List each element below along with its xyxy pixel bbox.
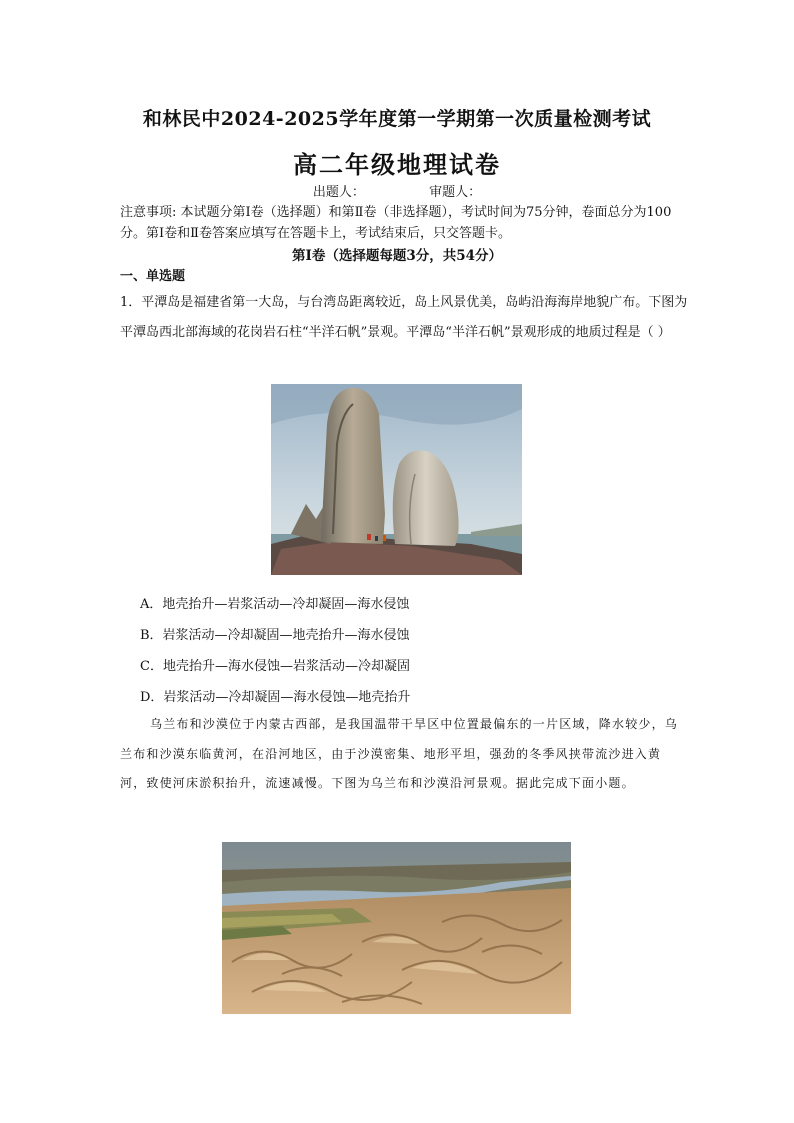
granite-pillars-image xyxy=(271,384,522,575)
part-title: 一、单选题 xyxy=(120,269,186,284)
granite-pillars-photo xyxy=(271,384,522,575)
option-c: C．地壳抬升—海水侵蚀—岩浆活动—冷却凝固 xyxy=(140,659,410,674)
exam-subtitle: 高二年级地理试卷 xyxy=(293,150,501,179)
exam-title: 和林民中2024-2025学年度第一学期第一次质量检测考试 xyxy=(142,108,652,130)
passage-text: 乌兰布和沙漠位于内蒙古西部，是我国温带干旱区中位置最偏东的一片区域，降水较少，乌兰布和沙漠东临黄河，在沿河地区，由于沙漠密集、地形平坦，强劲的冬季风挟带流沙进入黄河，致使河床淤积抬升，流速减慢。下图为乌兰布和沙漠沿河景观。据此完成下面小题。 xyxy=(120,717,679,790)
question-1-text: 1．平潭岛是福建省第一大岛，与台湾岛距离较近，岛上风景优美，岛屿沿海海岸地貌广布。下图为平潭岛西北部海域的花岗岩石柱“半洋石帆”景观。平潭岛“半洋石帆”景观形成的地质过程是（ ） xyxy=(120,295,688,340)
option-b: B．岩浆活动—冷却凝固—地壳抬升—海水侵蚀 xyxy=(140,628,410,643)
section-title: 第Ⅰ卷（选择题每题3分，共54分） xyxy=(292,248,502,264)
option-a: A．地壳抬升—岩浆活动—冷却凝固—海水侵蚀 xyxy=(140,597,410,612)
reviewer-label: 审题人： xyxy=(429,185,482,200)
reading-passage xyxy=(120,710,682,799)
desert-river-photo xyxy=(222,842,571,1014)
authors-line xyxy=(0,181,794,200)
desert-river-image xyxy=(222,842,571,1014)
author-label: 出题人： xyxy=(312,185,365,200)
notice-text: 注意事项: 本试题分第Ⅰ卷（选择题）和第Ⅱ卷（非选择题），考试时间为75分钟，卷面总分为100分。第Ⅰ卷和Ⅱ卷答案应填写在答题卡上，考试结束后，只交答题卡。 xyxy=(120,205,672,241)
option-d: D．岩浆活动—冷却凝固—海水侵蚀—地壳抬升 xyxy=(140,690,411,705)
